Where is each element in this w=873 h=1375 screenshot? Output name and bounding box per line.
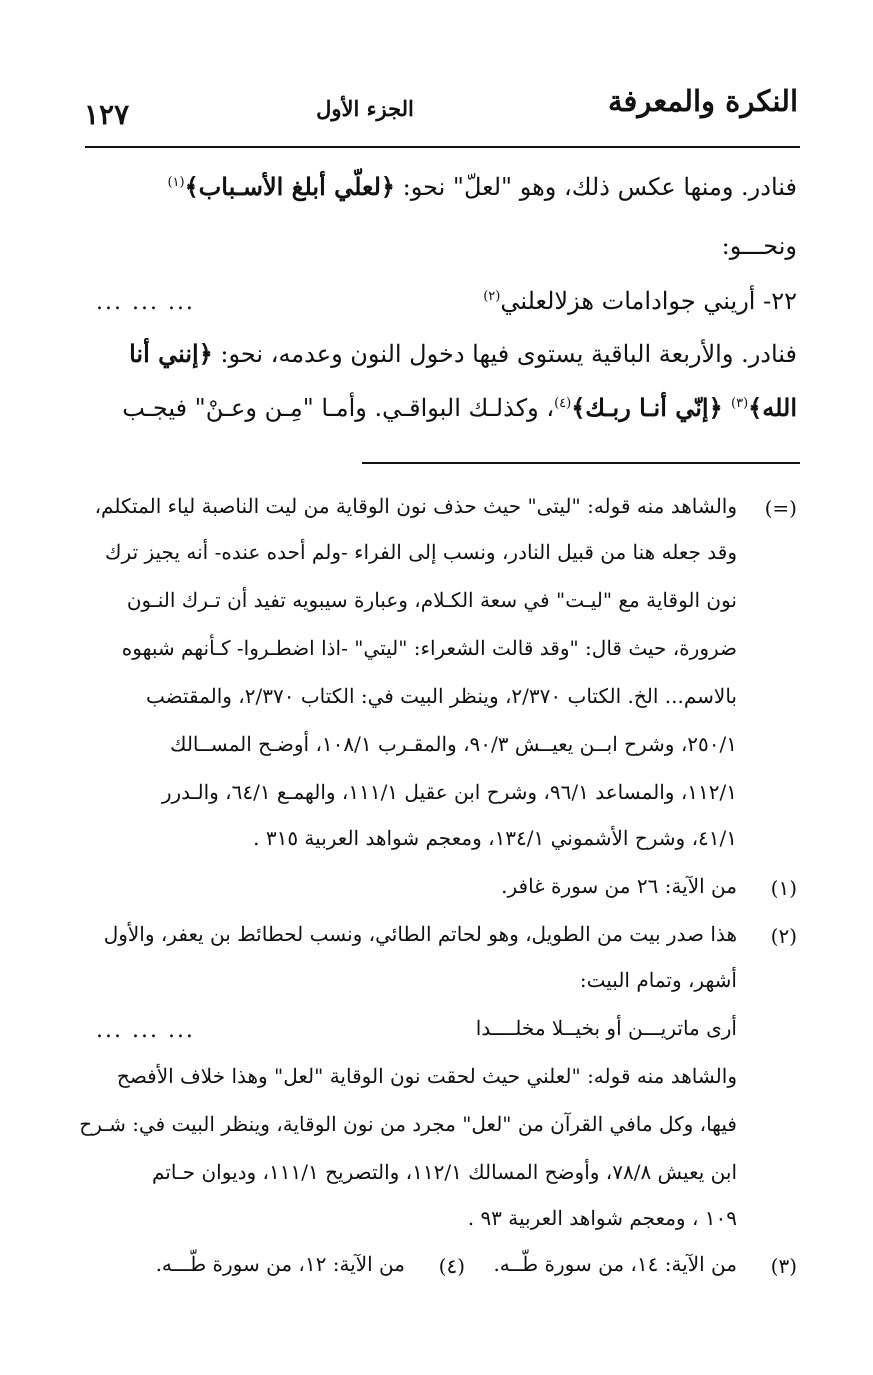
footnote-line: ٢٥٠/١، وشرح ابــن يعيــش ٩٠/٣، والمقـرب ١٠٨/١، أوضـح المســالك: [169, 732, 737, 756]
footnote-line: والشاهد منه قوله: "لعلني حيث لحقت نون الوقاية "لعل" وهذا خلاف الأفصح: [116, 1064, 737, 1088]
body-text: ، وكذلـك البواقـي. وأمـا "مِـن وعـنْ" فيجـب: [122, 394, 555, 422]
page-number: ١٢٧: [84, 98, 130, 131]
footnote-rule: [362, 462, 800, 464]
footnote-line: أشهر، وتمام البيت:: [579, 968, 737, 992]
footnote-line: وقد جعله هنا من قبيل النادر، ونسب إلى الفراء -ولم أحده عنده- أنه يجيز ترك: [105, 540, 737, 564]
footnote-line: من الآية: ٢٦ من سورة غافر.: [501, 874, 737, 898]
poetry-verse: ٢٢- أريني جوادامات هزلالعلني: [500, 287, 797, 315]
verse-ellipsis: ... ... ...: [96, 1018, 195, 1043]
quran-verse: الله﴾: [748, 393, 797, 422]
footnote-marker: (٢): [770, 924, 797, 948]
footnote-marker: (٣): [770, 1254, 797, 1278]
volume-label: الجزء الأول: [316, 96, 414, 121]
verse-ellipsis: ... ... ...: [96, 290, 195, 315]
body-line-2: [722, 232, 797, 260]
body-text: فنادر. ومنها عكس ذلك، وهو "لعلّ" نحو:: [395, 173, 797, 201]
footnote-ref: (١): [167, 175, 185, 190]
footnote-ref: (٤): [554, 396, 572, 411]
body-text: ونحـــو:: [721, 232, 797, 260]
footnote-line: ٤١/١، وشرح الأشموني ١٣٤/١، ومعجم شواهد العربية ٣١٥ .: [253, 826, 737, 850]
quran-verse: ﴿لعلّي أبلغ الأسـباب﴾: [184, 172, 395, 201]
quran-verse: ﴿إنّي أنـا ربـك﴾: [571, 393, 731, 422]
footnote-line: ابن يعيش ٧٨/٨، وأوضح المسالك ١١٢/١، والتصريح ١١١/١، وديوان حـاتم: [151, 1160, 737, 1184]
footnote-line: ١٠٩ ، ومعجم شواهد العربية ٩٣ .: [467, 1206, 737, 1230]
footnote-line: والشاهد منه قوله: "ليتى" حيث حذف نون الوقاية من ليت الناصبة لياء المتكلم،: [94, 494, 737, 518]
body-line-1: [167, 172, 797, 201]
footnote-line: ١١٢/١، والمساعد ٩٦/١، وشرح ابن عقيل ١١١/١، والهمـع ٦٤/١، والـدرر: [161, 780, 737, 804]
footnote-line: من الآية: ١٢، من سورة طّـــه.: [155, 1252, 405, 1276]
footnote-line: ضرورة، حيث قال: "وقد قالت الشعراء: "ليتي" -اذا اضطـروا- كـأنهم شبهوه: [121, 636, 737, 660]
poetry-line-22: [483, 287, 797, 315]
footnote-line: فيها، وكل مافي القرآن من "لعل" مجرد من نون الوقاية، وينظر البيت في: شـرح: [79, 1112, 737, 1136]
footnote-line: بالاسم... الخ. الكتاب ٢/٣٧٠، وينظر البيت في: الكتاب ٢/٣٧٠، والمقتضب: [145, 684, 737, 708]
quran-verse: ﴿إنني أنا: [129, 339, 213, 368]
footnote-marker: (٤): [438, 1254, 465, 1278]
footnote-ref: (٣): [731, 396, 749, 411]
header-rule: [85, 146, 800, 148]
body-text: فنادر. والأربعة الباقية يستوى فيها دخول النون وعدمه، نحو:: [212, 340, 797, 368]
footnote-line: نون الوقاية مع "ليـت" في سعة الكـلام، وعبارة سيبويه تفيد أن تـرك النـون: [126, 588, 737, 612]
chapter-title: النكرة والمعرفة: [607, 84, 798, 118]
footnote-ref: (٢): [483, 289, 501, 304]
footnote-line: من الآية: ١٤، من سورة طّــه.: [493, 1252, 737, 1276]
body-line-5: [122, 393, 797, 422]
footnote-line: هذا صدر بيت من الطويل، وهو لحاتم الطائي، ونسب لحطائط بن يعفر، والأول: [103, 922, 737, 946]
footnote-poetry-verse: أرى ماتريـــن أو بخيــلا مخلــــدا: [475, 1016, 737, 1040]
footnote-marker: (=): [764, 496, 797, 520]
body-line-4: [129, 339, 797, 368]
footnote-marker: (١): [770, 876, 797, 900]
